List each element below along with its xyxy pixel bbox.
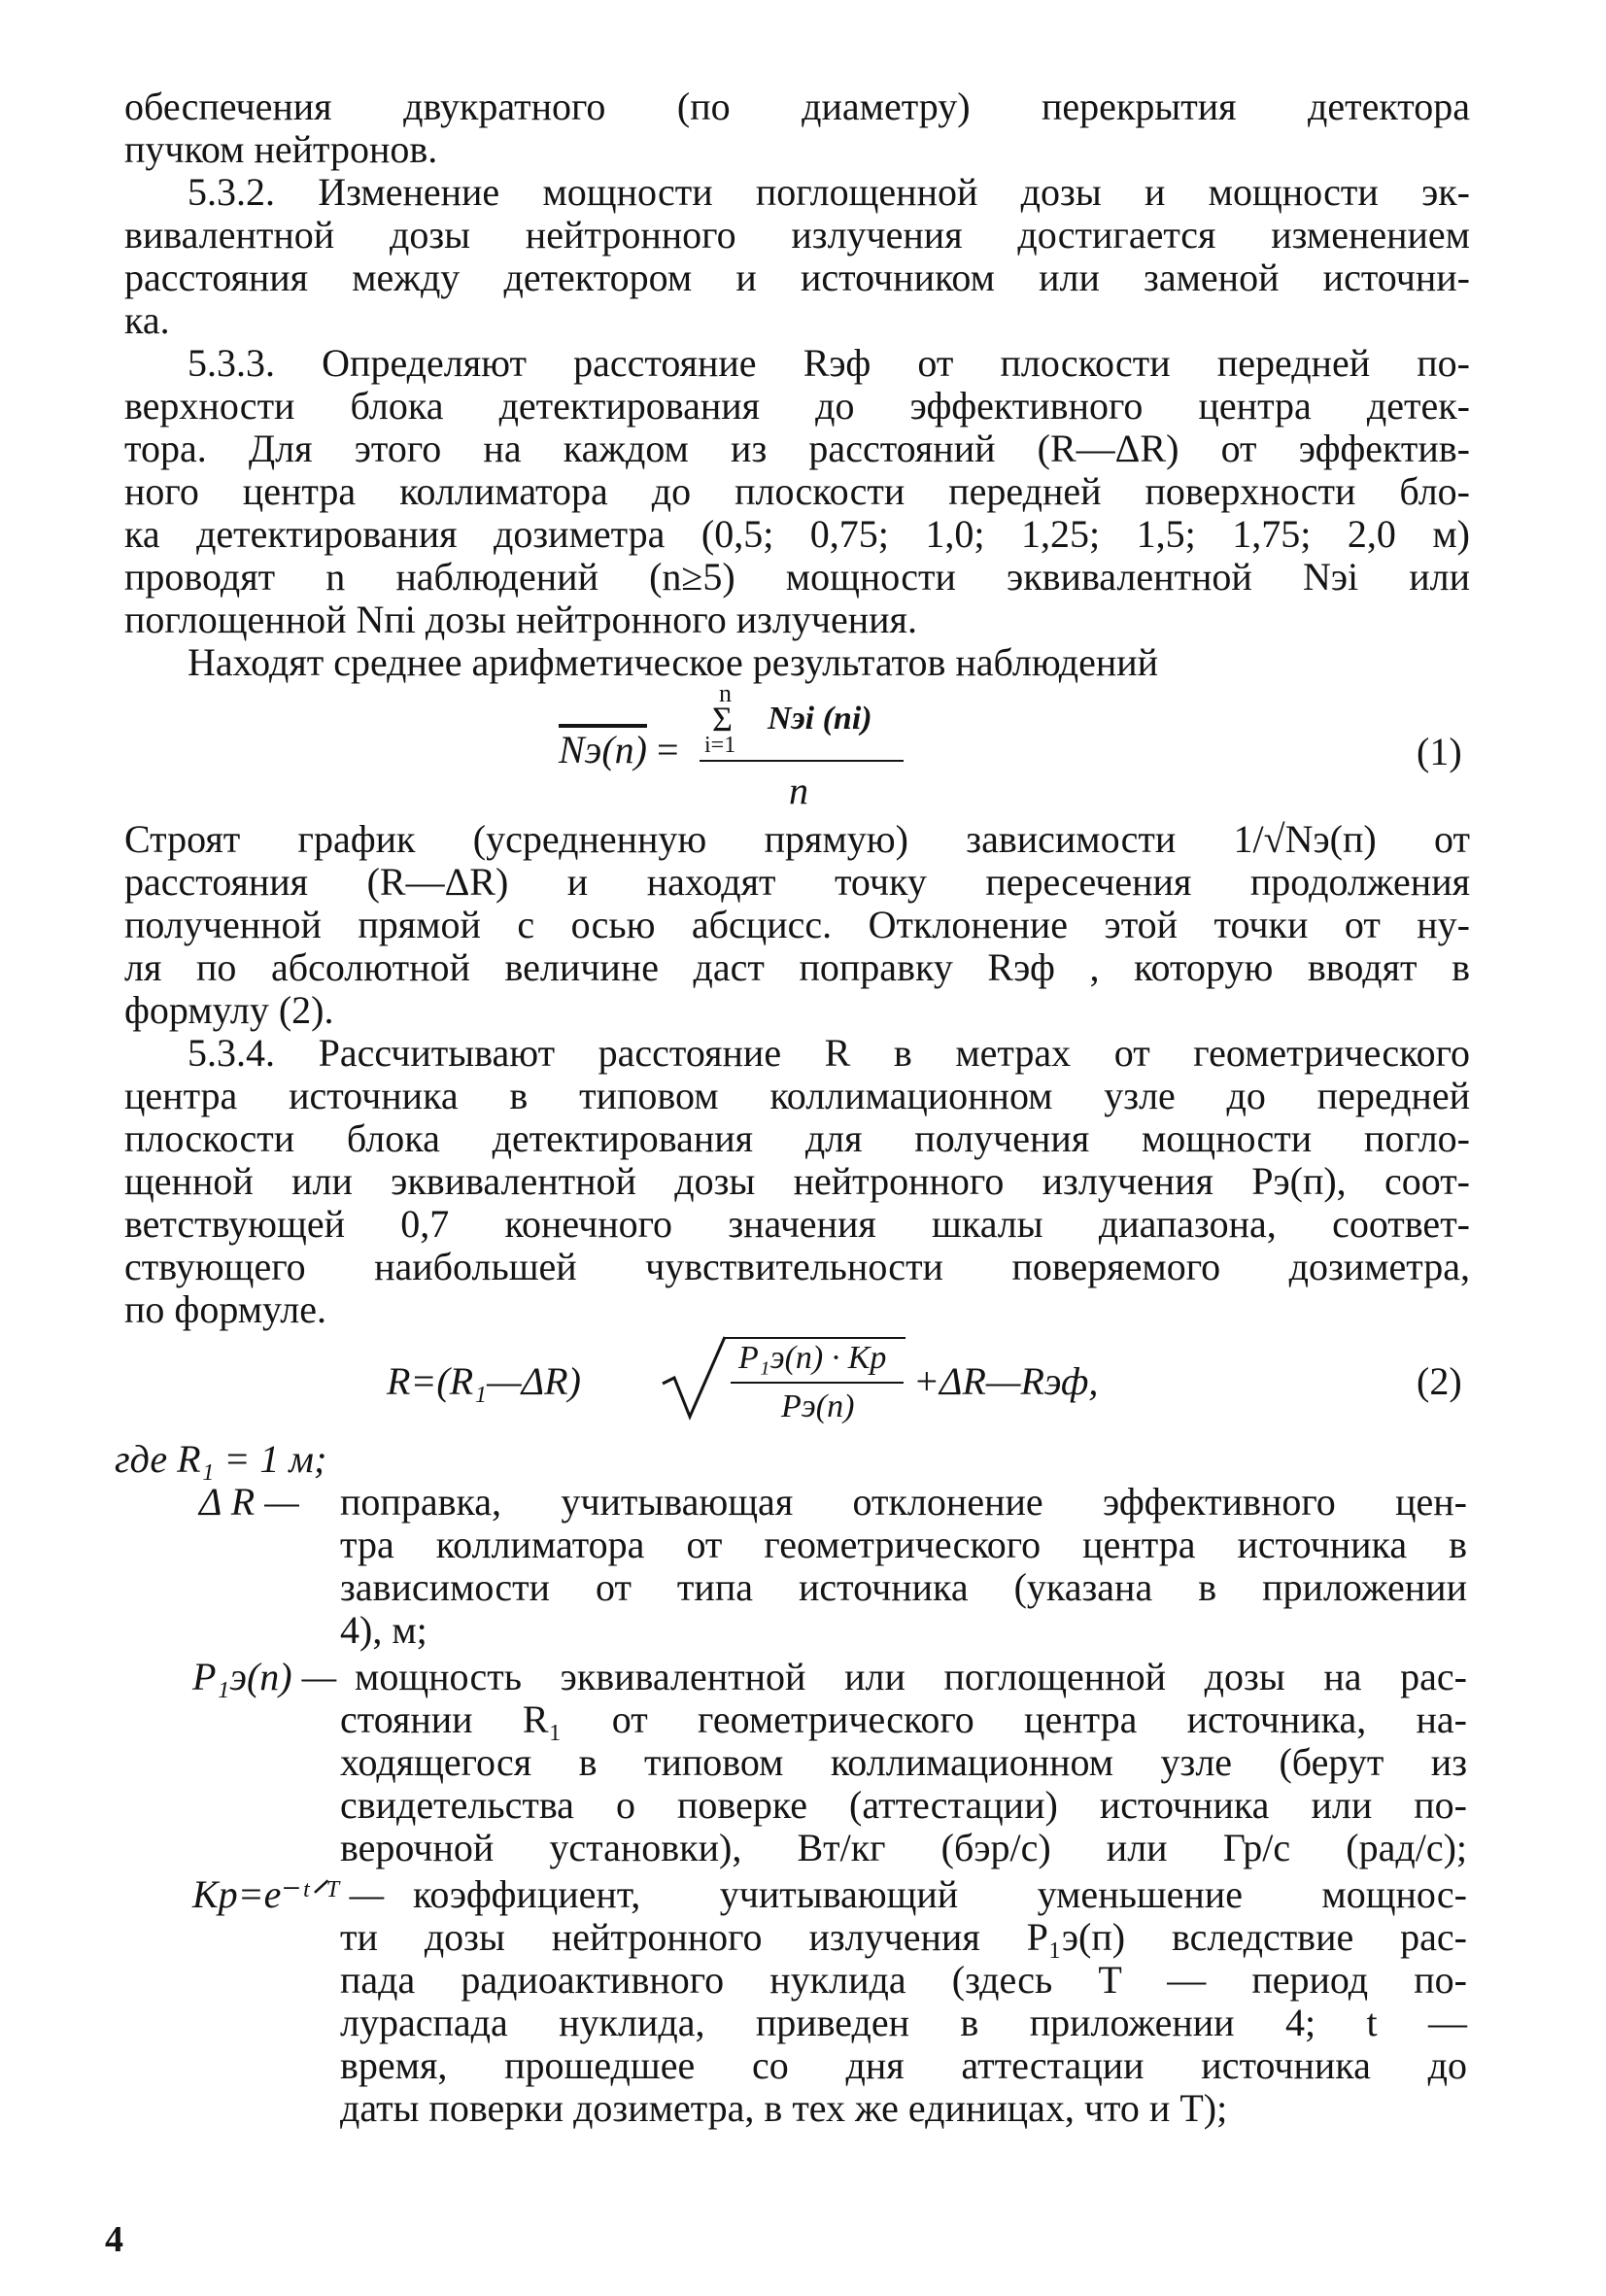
text-line: по формуле. <box>124 1287 326 1331</box>
glossary-line: верочной установки), Вт/кг (бэр/с) или Гр/с (рад/с); <box>340 1826 1467 1869</box>
glossary-term: Kр=e⁻ᵗᐟᵀ — <box>192 1872 385 1916</box>
formula-2-lhs: R=(R₁—ΔR) <box>387 1359 581 1403</box>
page-number: 4 <box>105 2219 123 2260</box>
glossary-line: даты поверки дозиметра, в тех же единицах, что и T); <box>340 2086 1228 2130</box>
text-line: тора. Для этого на каждом из расстояний (R—ΔR) от эффектив- <box>124 427 1470 470</box>
text-line: проводят n наблюдений (n≥5) мощности эквивалентной Nэi или <box>124 555 1470 599</box>
text-line: плоскости блока детектирования для получения мощности погло- <box>124 1116 1470 1160</box>
text-line: ветствующей 0,7 конечного значения шкалы диапазона, соответ- <box>124 1202 1470 1246</box>
where-intro: где R₁ = 1 м; <box>115 1437 327 1481</box>
text-line: ка. <box>124 298 170 342</box>
glossary-line: стоянии R₁ от геометрического центра источника, на- <box>340 1697 1467 1741</box>
equation-number: (1) <box>1417 730 1462 773</box>
glossary-line: мощность эквивалентной или поглощенной дозы на рас- <box>355 1655 1467 1698</box>
formula-1-sum-bottom: i=1 <box>704 733 736 758</box>
formula-1-lhs: Nэ(п) = <box>559 728 679 771</box>
text-line: 5.3.3. Определяют расстояние Rэф от плоскости передней по- <box>188 341 1470 385</box>
glossary-line: ти дозы нейтронного излучения P₁э(п) вследствие рас- <box>340 1915 1467 1959</box>
glossary-term: P₁э(п) — <box>192 1655 337 1698</box>
radical-bar <box>725 1337 906 1339</box>
text-line: обеспечения двукратного (по диаметру) перекрытия детектора <box>124 85 1470 128</box>
text-line: 5.3.2. Изменение мощности поглощенной дозы и мощности эк- <box>188 170 1470 214</box>
glossary-line: пада радиоактивного нуклида (здесь T — период по- <box>340 1958 1467 2002</box>
glossary-line: коэффициент, учитывающий уменьшение мощнос- <box>413 1872 1467 1916</box>
text-line: верхности блока детектирования до эффективного центра детек- <box>124 384 1470 428</box>
text-line: ного центра коллиматора до плоскости передней поверхности бло- <box>124 469 1470 513</box>
text-line: ствующего наибольшей чувствительности поверяемого дозиметра, <box>124 1245 1470 1288</box>
glossary-line: зависимости от типа источника (указана в приложении <box>340 1565 1467 1609</box>
text-line: ля по абсолютной величине даст поправку Rэф , которую вводят в <box>124 945 1470 989</box>
glossary-line: время, прошедшее со дня аттестации источника до <box>340 2043 1467 2087</box>
text-line: расстояния (R—ΔR) и находят точку пересечения продолжения <box>124 860 1470 904</box>
text-line: поглощенной Nпi дозы нейтронного излучения. <box>124 598 917 641</box>
text-line: пучком нейтронов. <box>124 127 438 171</box>
formula-2-numerator: P₁э(п) · Kр <box>738 1340 887 1376</box>
formula-2-tail: +ΔR—Rэф, <box>913 1359 1099 1403</box>
text-line: центра источника в типовом коллимационном узле до передней <box>124 1074 1470 1117</box>
glossary-term: Δ R — <box>199 1480 299 1524</box>
text-line: полученной прямой с осью абсцисс. Отклонение этой точки от ну- <box>124 903 1470 946</box>
glossary-line: поправка, учитывающая отклонение эффективного цен- <box>340 1480 1467 1524</box>
text-line: вивалентной дозы нейтронного излучения достигается изменением <box>124 213 1470 257</box>
formula-1-sum-top: n <box>719 679 732 707</box>
glossary-line: тра коллиматора от геометрического центра источника в <box>340 1523 1467 1566</box>
glossary-line: 4), м; <box>340 1608 427 1652</box>
text-line: Строят график (усредненную прямую) зависимости 1/√Nэ(п) от <box>124 817 1470 861</box>
text-line: расстояния между детектором и источником или заменой источни- <box>124 256 1470 299</box>
text-line: щенной или эквивалентной дозы нейтронного излучения Pэ(п), соот- <box>124 1159 1470 1203</box>
sqrt-sign-icon <box>661 1333 729 1421</box>
fraction-bar <box>700 760 904 762</box>
formula-2-denominator: Pэ(п) <box>781 1388 855 1424</box>
glossary-line: свидетельства о поверке (аттестации) источника или по- <box>340 1783 1467 1827</box>
formula-1-sum-sign: Σ <box>712 700 733 738</box>
text-line: 5.3.4. Рассчитывают расстояние R в метрах от геометрического <box>188 1031 1470 1075</box>
formula-1-denominator: n <box>789 769 808 812</box>
formula-1-numerator: Nэi (пi) <box>768 701 872 737</box>
glossary-line: лураспада нуклида, приведен в приложении 4; t — <box>340 2001 1467 2044</box>
equation-number: (2) <box>1417 1359 1462 1403</box>
fraction-bar <box>731 1382 904 1384</box>
text-line: ка детектирования дозиметра (0,5; 0,75; 1,0; 1,25; 1,5; 1,75; 2,0 м) <box>124 512 1470 556</box>
text-line: Находят среднее арифметическое результатов наблюдений <box>188 640 1159 684</box>
glossary-line: ходящегося в типовом коллимационном узле (берут из <box>340 1740 1467 1784</box>
text-line: формулу (2). <box>124 988 334 1032</box>
